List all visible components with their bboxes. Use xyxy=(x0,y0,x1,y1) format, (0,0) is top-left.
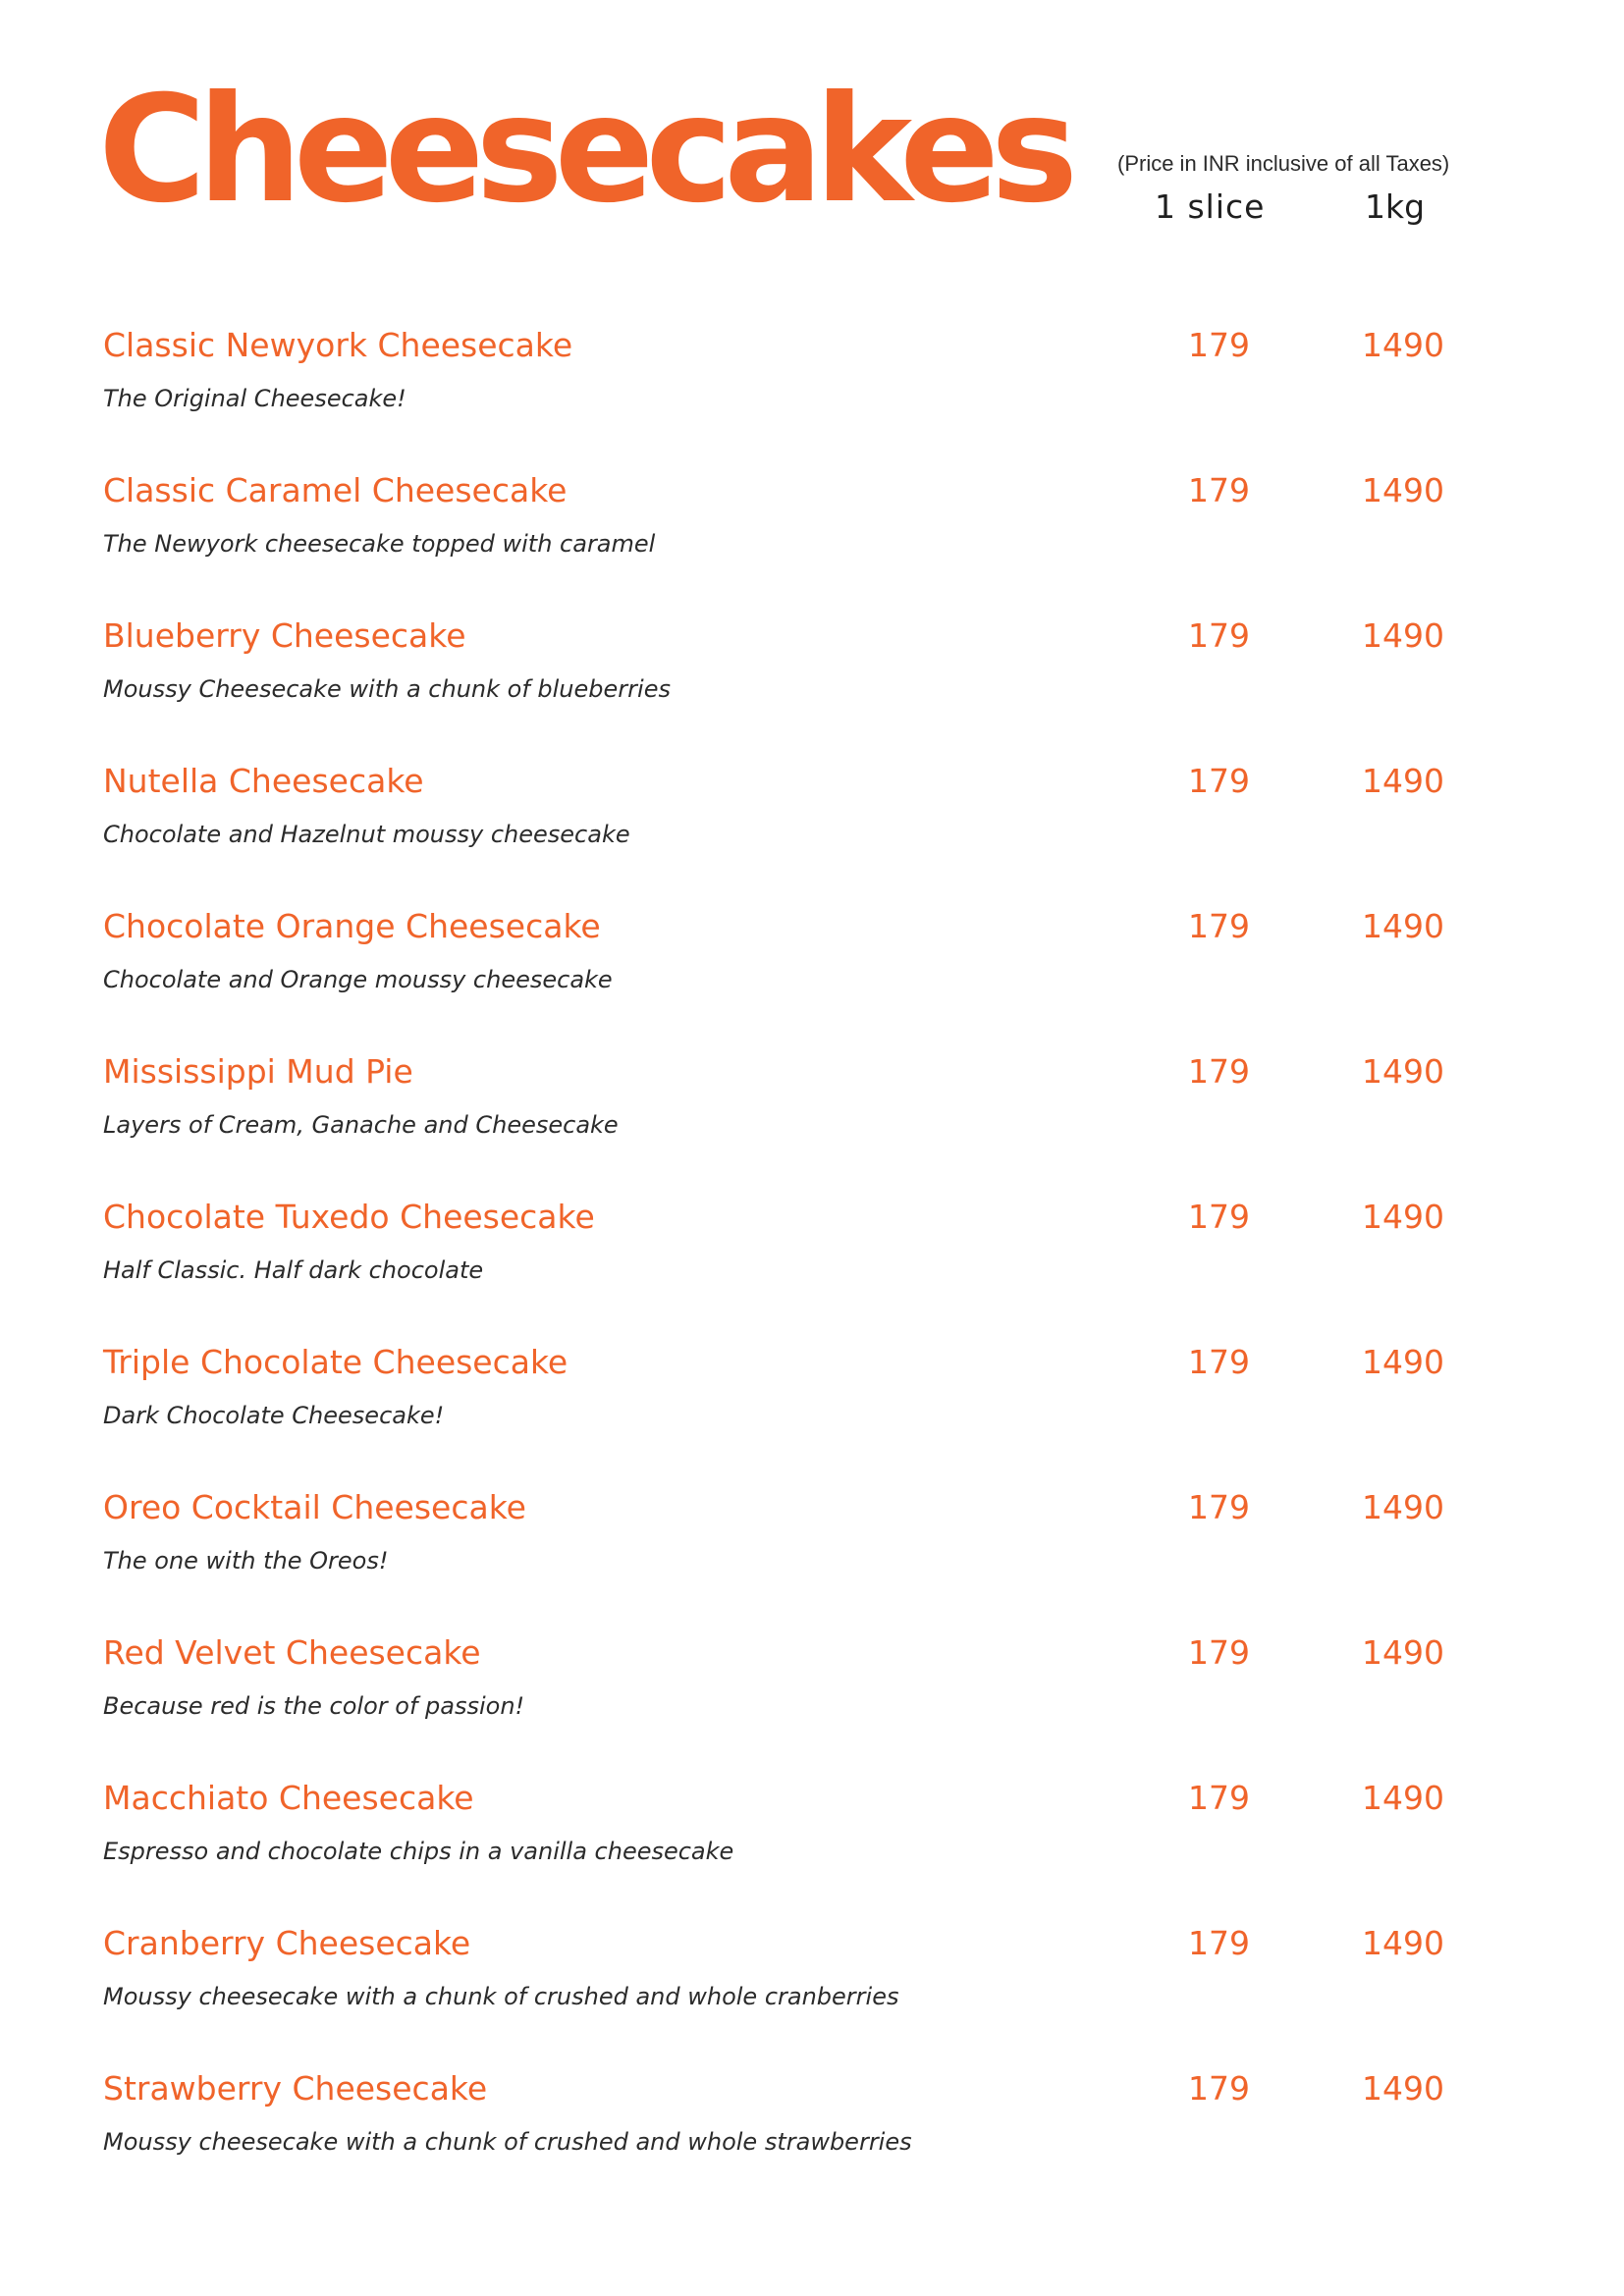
item-name: Classic Newyork Cheesecake xyxy=(103,326,573,364)
item-name: Chocolate Tuxedo Cheesecake xyxy=(103,1198,595,1236)
price-slice: 179 xyxy=(1188,616,1250,655)
menu-item xyxy=(0,2069,1624,2215)
item-name: Chocolate Orange Cheesecake xyxy=(103,907,601,945)
item-description: The Original Cheesecake! xyxy=(103,385,406,412)
price-slice: 179 xyxy=(1188,1198,1250,1236)
item-description: Chocolate and Orange moussy cheesecake xyxy=(103,966,613,993)
item-description: Chocolate and Hazelnut moussy cheesecake xyxy=(103,821,630,848)
price-kg: 1490 xyxy=(1362,1052,1444,1091)
menu-item xyxy=(0,326,1624,471)
price-kg: 1490 xyxy=(1362,1343,1444,1381)
menu-item xyxy=(0,762,1624,907)
item-name: Blueberry Cheesecake xyxy=(103,616,466,655)
item-description: The one with the Oreos! xyxy=(103,1547,389,1575)
price-slice: 179 xyxy=(1188,1779,1250,1817)
price-slice: 179 xyxy=(1188,326,1250,364)
menu-item xyxy=(0,1924,1624,2069)
column-header-kg: 1kg xyxy=(1365,187,1426,226)
menu-item xyxy=(0,1198,1624,1343)
price-slice: 179 xyxy=(1188,1052,1250,1091)
menu-item xyxy=(0,1343,1624,1488)
menu-list xyxy=(0,326,1624,2215)
item-name: Macchiato Cheesecake xyxy=(103,1779,474,1817)
price-kg: 1490 xyxy=(1362,1779,1444,1817)
price-kg: 1490 xyxy=(1362,1198,1444,1236)
price-kg: 1490 xyxy=(1362,1924,1444,1962)
price-slice: 179 xyxy=(1188,762,1250,800)
column-header-slice: 1 slice xyxy=(1155,187,1266,226)
item-description: Moussy Cheesecake with a chunk of blueberries xyxy=(103,675,671,703)
menu-item xyxy=(0,1633,1624,1779)
item-description: Because red is the color of passion! xyxy=(103,1692,525,1720)
price-kg: 1490 xyxy=(1362,2069,1444,2108)
item-description: Half Classic. Half dark chocolate xyxy=(103,1256,484,1284)
item-description: Layers of Cream, Ganache and Cheesecake xyxy=(103,1111,619,1139)
price-note: (Price in INR inclusive of all Taxes) xyxy=(1117,151,1450,176)
price-slice: 179 xyxy=(1188,1488,1250,1526)
price-slice: 179 xyxy=(1188,1924,1250,1962)
price-kg: 1490 xyxy=(1362,326,1444,364)
price-slice: 179 xyxy=(1188,1343,1250,1381)
price-slice: 179 xyxy=(1188,2069,1250,2108)
item-description: Espresso and chocolate chips in a vanilla cheesecake xyxy=(103,1838,734,1865)
item-name: Strawberry Cheesecake xyxy=(103,2069,488,2108)
item-description: The Newyork cheesecake topped with caramel xyxy=(103,530,656,558)
menu-item xyxy=(0,1052,1624,1198)
item-name: Cranberry Cheesecake xyxy=(103,1924,471,1962)
page-title: Cheesecakes xyxy=(98,65,1070,236)
item-name: Nutella Cheesecake xyxy=(103,762,424,800)
menu-item xyxy=(0,1779,1624,1924)
item-name: Mississippi Mud Pie xyxy=(103,1052,413,1091)
menu-item xyxy=(0,471,1624,616)
item-name: Triple Chocolate Cheesecake xyxy=(103,1343,568,1381)
price-slice: 179 xyxy=(1188,471,1250,509)
price-kg: 1490 xyxy=(1362,616,1444,655)
menu-item xyxy=(0,907,1624,1052)
menu-item xyxy=(0,616,1624,762)
price-kg: 1490 xyxy=(1362,471,1444,509)
item-description: Moussy cheesecake with a chunk of crushed and whole cranberries xyxy=(103,1983,899,2010)
menu-item xyxy=(0,1488,1624,1633)
item-name: Classic Caramel Cheesecake xyxy=(103,471,568,509)
price-kg: 1490 xyxy=(1362,1633,1444,1672)
item-name: Red Velvet Cheesecake xyxy=(103,1633,481,1672)
price-kg: 1490 xyxy=(1362,907,1444,945)
item-name: Oreo Cocktail Cheesecake xyxy=(103,1488,526,1526)
item-description: Dark Chocolate Cheesecake! xyxy=(103,1402,445,1429)
price-slice: 179 xyxy=(1188,907,1250,945)
item-description: Moussy cheesecake with a chunk of crushed and whole strawberries xyxy=(103,2128,912,2156)
price-kg: 1490 xyxy=(1362,1488,1444,1526)
price-kg: 1490 xyxy=(1362,762,1444,800)
price-slice: 179 xyxy=(1188,1633,1250,1672)
